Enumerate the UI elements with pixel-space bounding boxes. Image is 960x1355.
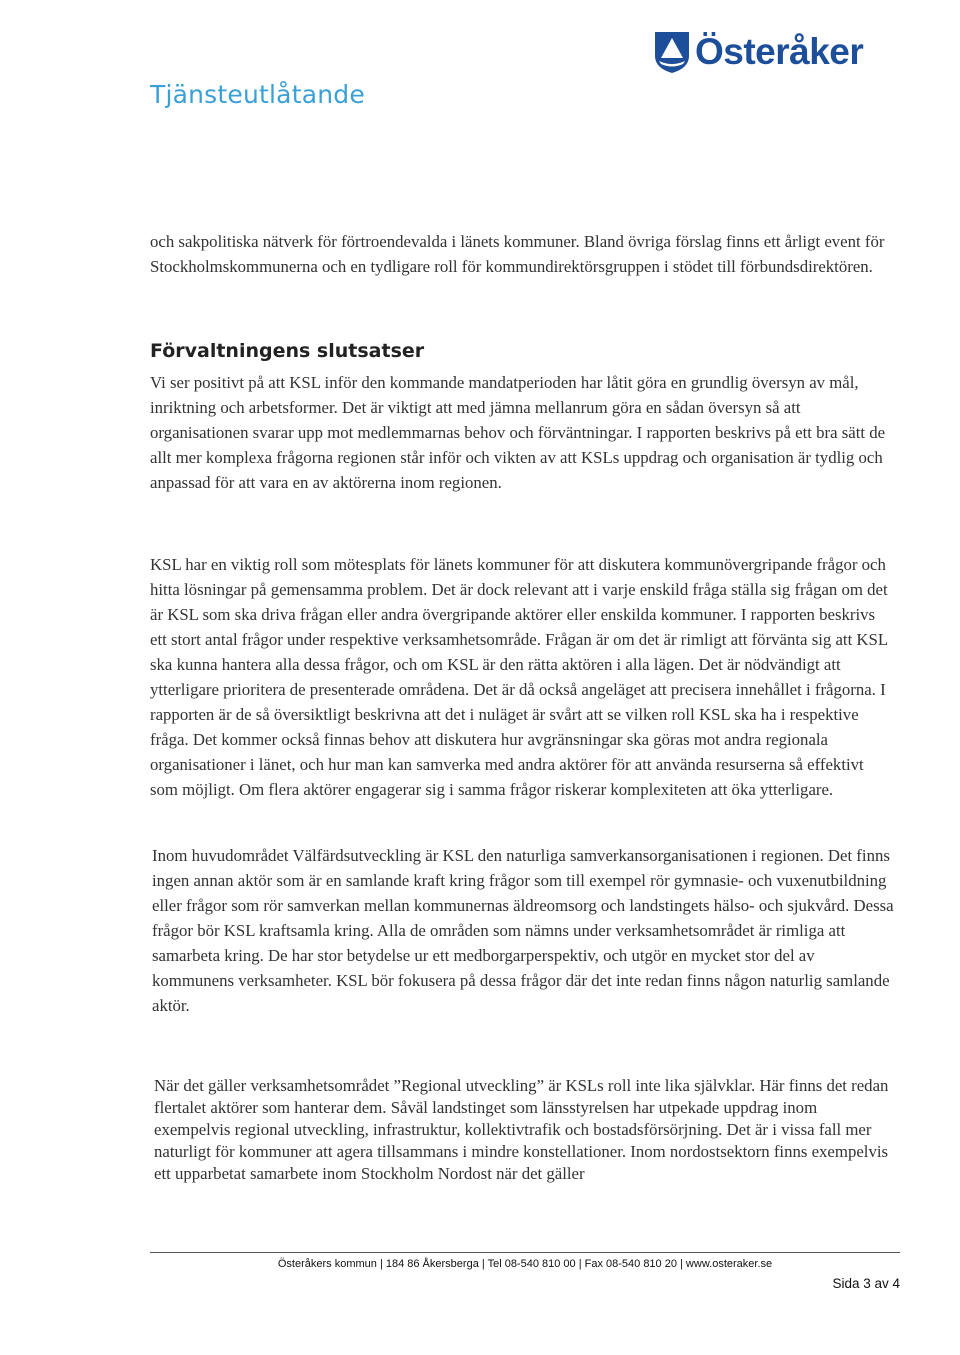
paragraph-3: Inom huvudområdet Välfärdsutveckling är KSL den naturliga samverkansorganisationen i regionen. Det finns ingen annan aktör som är en samlande kraft kring frågor som till exempel rör gymnasie- och vuxenutbildning eller frågor som rör samverkan mellan kommunernas äldreomsorg och landstingets hälso- och sjukvård. Dessa frågor bör KSL kraftsamla kring. Alla de områden som nämns under verksamhetsområdet är rimliga att samarbeta kring. De har stor betydelse ur ett medborgarperspektiv, och utgör en mycket stor del av kommunens verksamheter. KSL bör fokusera på dessa frågor där det inte redan finns någon naturlig samlande aktör. bbox=[152, 846, 894, 1015]
paragraph-2: KSL har en viktig roll som mötesplats för länets kommuner för att diskutera kommunövergripande frågor och hitta lösningar på gemensamma problem. Det är dock relevant att i varje enskild fråga ställa sig frågan om det är KSL som ska driva frågan eller andra övergripande aktörer eller enskilda kommuner. I rapporten beskrivs ett stort antal frågor under respektive verksamhetsområde. Frågan är om det är rimligt att förvänta sig att KSL ska kunna hantera alla dessa frågor, och om KSL är den rätta aktören i alla lägen. Det är nödvändigt att ytterligare prioritera de presenterade områdena. Det är då också angeläget att precisera innehållet i frågorna. I rapporten är de så översiktligt beskrivna att det i nuläget är svårt att se vilken roll KSL ska ha i respektive fråga. Det kommer också finnas behov att diskutera hur avgränsningar ska göras mot andra regionala organisationer i länet, och hur man kan samverka med andra aktörer för att använda resurserna så effektivt som möjligt. Om flera aktörer engagerar sig i samma frågor riskerar komplexiteten att öka ytterligare. bbox=[150, 555, 888, 799]
logo-wordmark: Österåker bbox=[695, 31, 864, 72]
intro-paragraph: och sakpolitiska nätverk för förtroendevalda i länets kommuner. Bland övriga förslag finns ett årligt event för Stockholmskommunerna och en tydligare roll för kommundirektörsgruppen i stödet till förbundsdirektören. bbox=[150, 232, 885, 276]
municipality-crest-icon bbox=[653, 30, 691, 74]
footer-contact: Österåkers kommun | 184 86 Åkersberga | Tel 08-540 810 00 | Fax 08-540 810 20 | www.osteraker.se bbox=[277, 1258, 773, 1270]
section-heading: Förvaltningens slutsatser bbox=[150, 340, 425, 362]
paragraph-4: När det gäller verksamhetsområdet ”Regional utveckling” är KSLs roll inte lika självklar. Här finns det redan flertalet aktörer som hanterar dem. Såväl landstinget som länsstyrelsen har utpekade uppdrag inom exempelvis regional utveckling, infrastruktur, kollektivtrafik och bostadsförsörjning. Det är i vissa fall mer naturligt för kommuner att agera tillsammans i mindre konstellationer. Inom nordostsektorn finns exempelvis ett upparbetat samarbete inom Stockholm Nordost när det gäller bbox=[154, 1076, 889, 1183]
municipality-logo bbox=[653, 30, 863, 74]
document-type-title: Tjänsteutlåtande bbox=[150, 80, 365, 109]
footer-divider bbox=[150, 1252, 900, 1253]
page-number: Sida 3 av 4 bbox=[832, 1276, 900, 1291]
paragraph-1: Vi ser positivt på att KSL inför den kommande mandatperioden har låtit göra en grundlig översyn av mål, inriktning och arbetsformer. Det är viktigt att med jämna mellanrum göra en sådan översyn så att organisationen svarar upp mot medlemmarnas behov och förväntningar. I rapporten beskrivs på ett bra sätt de allt mer komplexa frågorna regionen står inför och vikten av att KSLs uppdrag och organisation är tydlig och anpassad för att vara en av aktörerna inom regionen. bbox=[150, 373, 886, 492]
